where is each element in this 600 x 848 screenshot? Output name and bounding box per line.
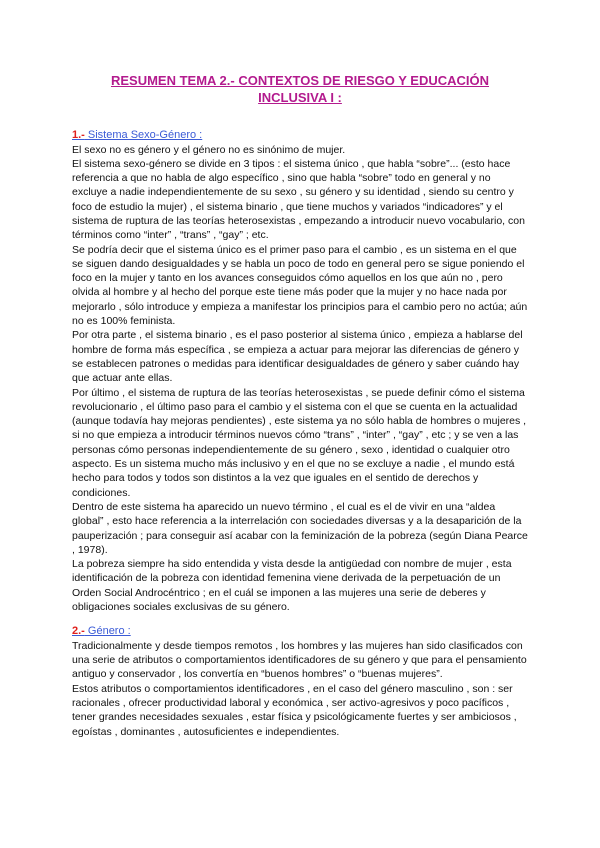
section-heading: [72, 624, 528, 639]
section-genero: [72, 624, 528, 739]
paragraph: Por último , el sistema de ruptura de las teorías heterosexistas , se puede definir cómo el sistema revolucionario , el último paso para el cambio y el sistema con el que se cuenta en la actualidad (aunque todavía hay mejoras pendientes) , este sistema ya no sólo habla de hombres o mujeres , si no que empieza a introducir términos nuevos cómo “trans” , “inter” , “gay” , etc ; y se ven a las personas cómo personas independientemente de su género , sexo , identidad o cualquier otro aspecto. Es un sistema mucho más inclusivo y en el que no se excluye a nadie , el mundo está hecho para todos y todos son distintos a la vez que iguales en el sentido de derechos y condiciones.: [72, 386, 527, 499]
document-title-line-2: INCLUSIVA I :: [258, 90, 342, 105]
section-number: 1.-: [72, 129, 85, 141]
paragraph: Por otra parte , el sistema binario , es el paso posterior al sistema único , empieza a hablarse del hombre de forma más específica , se empieza a actuar para mejorar las diferencias de género y se establecen patrones o medidas para identificar desigualdades de género y saber cuándo hay que actuar ante ellas.: [72, 329, 523, 385]
paragraph: Dentro de este sistema ha aparecido un nuevo término , el cual es el de vivir en una “aldea global” , esto hace referencia a la interrelación con sociedades diversas y a la desaparición de la pauperización ; para conseguir así acabar con la feminización de la pobreza (según Diana Pearce , 1978).: [72, 500, 528, 556]
paragraph: Tradicionalmente y desde tiempos remotos , los hombres y las mujeres han sido clasificados con una serie de atributos o comportamientos identificadores de su género y que para el pensamiento antiguo y conservador , los convertía en “buenos hombres” o “buenas mujeres”.: [72, 639, 527, 681]
document-title-line-1: RESUMEN TEMA 2.- CONTEXTOS DE RIESGO Y EDUCACIÓN: [110, 73, 489, 88]
paragraph: La pobreza siempre ha sido entendida y vista desde la antigüedad con nombre de mujer , esta identificación de la pobreza con identidad femenina viene derivada de la perpetuación de un Orden Social Androcéntrico ; en el cuál se imponen a las mujeres una serie de deberes y obligaciones sociales exclusivas de su género.: [72, 558, 512, 613]
section-number: 2.-: [72, 625, 85, 638]
section-spacer: [72, 614, 528, 624]
section-sexo-genero: [72, 128, 528, 614]
paragraph: Se podría decir que el sistema único es el primer paso para el cambio , es un sistema en el que se siguen dando desigualdades y se habla un poco de todo en general pero se sigue poniendo el foco en la mujer y tanto en los avances conseguidos cómo aquellos en los que aún no , pero olvida al hombre y al hecho del porque este tiene más poder que la mujer y no hace nada por mejorarlo , sólo introduce y empieza a manifestar los principios para el cambio pero no actúa; aún no es 100% feminista.: [72, 243, 528, 328]
paragraph: El sistema sexo-género se divide en 3 tipos : el sistema único , que habla “sobre”... (esto hace referencia a que no habla de algo específico , sino que habla “sobre” todo en general y no excluye a nadie independientemente de su sexo , su género y su identidad , siendo su centro y foco de estudio la mujer) , el sistema binario , que tiene muchos y variados “indicadores” y el sistema de ruptura de las teorías heterosexistas , empezando a introducir nuevo vocabulario, con términos como “inter” , “trans” , “gay” ; etc.: [72, 157, 525, 242]
section-title: Género :: [84, 625, 131, 638]
section-title: Sistema Sexo-Género :: [84, 129, 203, 141]
paragraph: El sexo no es género y el género no es sinónimo de mujer.: [72, 143, 346, 156]
section-heading: [72, 128, 528, 143]
paragraph: Estos atributos o comportamientos identificadores , en el caso del género masculino , son : ser racionales , ofrecer productividad laboral y económica , ser activo-agresivos y poco pacíficos , tener grandes necesidades sexuales , estar física y psicológicamente fuertes y ser ambiciosos , egoístas , dominantes , autosuficientes e independientes.: [72, 682, 517, 738]
document-title: [72, 72, 528, 106]
